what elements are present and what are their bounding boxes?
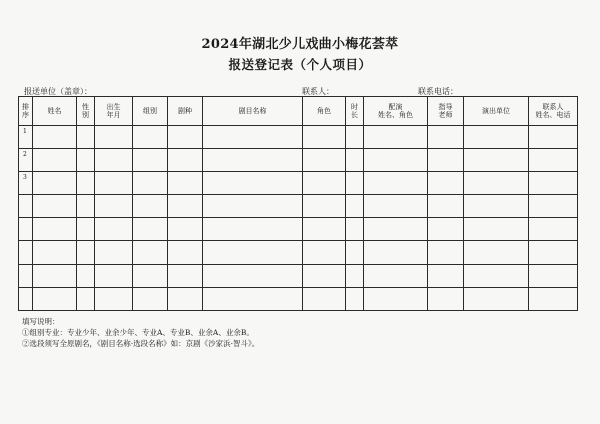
- table-cell[interactable]: [95, 264, 133, 287]
- column-header-text: 老师: [438, 111, 453, 119]
- table-cell[interactable]: [464, 241, 529, 264]
- table-cell[interactable]: [33, 241, 77, 264]
- table-cell[interactable]: [464, 126, 529, 149]
- table-cell[interactable]: [95, 218, 133, 241]
- table-row: [19, 287, 578, 310]
- table-cell[interactable]: [428, 149, 464, 172]
- column-header-text: 姓名、角色: [378, 111, 413, 119]
- contact-phone-label: 联系电话：: [418, 87, 458, 96]
- contact-person-label: 联系人：: [302, 87, 334, 96]
- table-cell[interactable]: [364, 287, 428, 310]
- table-cell[interactable]: [364, 218, 428, 241]
- column-header-text: 别: [82, 111, 89, 119]
- column-header-text: 指导: [438, 102, 453, 111]
- table-cell[interactable]: [203, 287, 303, 310]
- table-cell[interactable]: [133, 287, 168, 310]
- table-cell[interactable]: [364, 172, 428, 195]
- table-cell[interactable]: [203, 126, 303, 149]
- note-item-1: ①组别专业：专业少年、业余少年、专业A、专业B、业余A、业余B。: [22, 328, 254, 337]
- table-cell[interactable]: [33, 126, 77, 149]
- table-row: [19, 149, 578, 172]
- row-number-cell[interactable]: [19, 241, 33, 264]
- column-header-text: 联系人: [542, 102, 564, 111]
- table-cell[interactable]: [133, 195, 168, 218]
- table-row: [19, 195, 578, 218]
- table-cell[interactable]: [168, 218, 203, 241]
- column-header: [428, 97, 464, 126]
- table-cell[interactable]: [346, 126, 364, 149]
- column-header: [168, 97, 203, 126]
- table-cell[interactable]: [133, 149, 168, 172]
- table-cell[interactable]: [168, 264, 203, 287]
- column-header-text: 组别: [143, 106, 157, 115]
- table-cell[interactable]: [464, 172, 529, 195]
- table-cell[interactable]: [346, 149, 364, 172]
- table-row: [19, 241, 578, 264]
- table-cell[interactable]: [203, 172, 303, 195]
- table-cell[interactable]: [168, 149, 203, 172]
- table-cell[interactable]: [77, 264, 95, 287]
- column-header-text: 姓名: [47, 106, 62, 115]
- registration-table: [18, 96, 578, 311]
- table-cell[interactable]: [428, 287, 464, 310]
- table-row: [19, 126, 578, 149]
- column-header: [95, 97, 133, 126]
- table-cell[interactable]: [95, 149, 133, 172]
- table-cell[interactable]: [77, 126, 95, 149]
- table-cell[interactable]: [529, 172, 578, 195]
- table-cell[interactable]: [529, 287, 578, 310]
- table-cell[interactable]: [428, 126, 464, 149]
- table-cell[interactable]: [303, 172, 346, 195]
- table-cell[interactable]: [464, 218, 529, 241]
- row-number-cell[interactable]: [19, 218, 33, 241]
- table-cell[interactable]: [168, 172, 203, 195]
- table-cell[interactable]: [529, 126, 578, 149]
- table-cell[interactable]: [133, 241, 168, 264]
- table-row: [19, 172, 578, 195]
- column-header-text: 排: [22, 102, 29, 111]
- table-cell[interactable]: [529, 195, 578, 218]
- table-cell[interactable]: [95, 241, 133, 264]
- table-cell[interactable]: [203, 241, 303, 264]
- row-number-cell[interactable]: 3: [19, 172, 33, 195]
- table-cell[interactable]: [77, 149, 95, 172]
- column-header: [33, 97, 77, 126]
- table-cell[interactable]: [77, 241, 95, 264]
- row-number-cell[interactable]: 1: [19, 126, 33, 149]
- table-cell[interactable]: [33, 172, 77, 195]
- table-cell[interactable]: [428, 264, 464, 287]
- table-cell[interactable]: [33, 195, 77, 218]
- column-header: [133, 97, 168, 126]
- column-header: [346, 97, 364, 126]
- reporting-unit-label: 报送单位（盖章）：: [24, 87, 92, 96]
- table-cell[interactable]: [364, 241, 428, 264]
- table-cell[interactable]: [203, 264, 303, 287]
- table-cell[interactable]: [203, 195, 303, 218]
- table-cell[interactable]: [33, 287, 77, 310]
- table-cell[interactable]: [77, 218, 95, 241]
- table-cell[interactable]: [95, 126, 133, 149]
- table-cell[interactable]: [529, 149, 578, 172]
- table-cell[interactable]: [203, 149, 303, 172]
- table-cell[interactable]: [428, 195, 464, 218]
- table-cell[interactable]: [428, 218, 464, 241]
- table-cell[interactable]: [346, 172, 364, 195]
- table-cell[interactable]: [428, 172, 464, 195]
- table-cell[interactable]: [168, 241, 203, 264]
- table-cell[interactable]: [95, 195, 133, 218]
- table-row: [19, 264, 578, 287]
- table-cell[interactable]: [364, 195, 428, 218]
- table-cell[interactable]: [346, 264, 364, 287]
- column-header: [303, 97, 346, 126]
- table-cell[interactable]: [346, 218, 364, 241]
- table-cell[interactable]: [303, 195, 346, 218]
- column-header-text: 配演: [388, 102, 403, 111]
- table-cell[interactable]: [346, 241, 364, 264]
- column-header: [203, 97, 303, 126]
- table-cell[interactable]: [364, 149, 428, 172]
- table-cell[interactable]: [303, 218, 346, 241]
- form-subtitle: 报送登记表（个人项目）: [228, 57, 372, 72]
- column-header: [77, 97, 95, 126]
- table-cell[interactable]: [168, 126, 203, 149]
- table-cell[interactable]: [133, 172, 168, 195]
- table-cell[interactable]: [464, 149, 529, 172]
- table-cell[interactable]: [428, 241, 464, 264]
- column-header-text: 长: [351, 111, 358, 119]
- table-cell[interactable]: [303, 287, 346, 310]
- table-cell[interactable]: [464, 264, 529, 287]
- note-item-2: ②选段须写全原剧名，《剧目名称·选段名称》如：京剧《沙家浜·智斗》。: [22, 339, 260, 348]
- table-cell[interactable]: [95, 172, 133, 195]
- table-cell[interactable]: [529, 218, 578, 241]
- column-header-text: 剧目名称: [238, 106, 267, 115]
- table-cell[interactable]: [133, 126, 168, 149]
- column-header-text: 时: [351, 102, 358, 111]
- table-cell[interactable]: [77, 172, 95, 195]
- table-cell[interactable]: [133, 218, 168, 241]
- table-cell[interactable]: [33, 149, 77, 172]
- row-number-cell[interactable]: [19, 287, 33, 310]
- column-header: [19, 97, 33, 126]
- table-cell[interactable]: [346, 287, 364, 310]
- table-cell[interactable]: [529, 264, 578, 287]
- column-header: [364, 97, 428, 126]
- column-header-text: 姓名、电话: [535, 111, 571, 119]
- column-header-text: 年月: [106, 111, 121, 119]
- table-cell[interactable]: [303, 241, 346, 264]
- column-header-text: 出生: [106, 102, 121, 111]
- table-cell[interactable]: [77, 195, 95, 218]
- table-cell[interactable]: [303, 264, 346, 287]
- column-header: [464, 97, 529, 126]
- table-cell[interactable]: [33, 264, 77, 287]
- table-cell[interactable]: [364, 264, 428, 287]
- table-cell[interactable]: [303, 149, 346, 172]
- column-header-text: 性: [82, 102, 89, 111]
- table-cell[interactable]: [95, 287, 133, 310]
- table-cell[interactable]: [77, 287, 95, 310]
- table-cell[interactable]: [303, 126, 346, 149]
- table-cell[interactable]: [464, 287, 529, 310]
- table-cell[interactable]: [346, 195, 364, 218]
- row-number-cell[interactable]: 2: [19, 149, 33, 172]
- table-cell[interactable]: [364, 126, 428, 149]
- table-cell[interactable]: [168, 287, 203, 310]
- table-cell[interactable]: [33, 218, 77, 241]
- table-row: [19, 218, 578, 241]
- column-header-text: 角色: [317, 106, 331, 115]
- row-number-cell[interactable]: [19, 264, 33, 287]
- column-header-text: 序: [22, 111, 29, 119]
- form-title: 2024年湖北少儿戏曲小梅花荟萃: [201, 37, 399, 52]
- table-cell[interactable]: [203, 218, 303, 241]
- column-header: [529, 97, 578, 126]
- table-cell[interactable]: [168, 195, 203, 218]
- column-header-text: 剧种: [178, 106, 192, 115]
- table-cell[interactable]: [529, 241, 578, 264]
- column-header-text: 演出单位: [482, 106, 510, 115]
- row-number-cell[interactable]: [19, 195, 33, 218]
- notes-heading: 填写说明：: [22, 317, 60, 326]
- table-cell[interactable]: [133, 264, 168, 287]
- table-cell[interactable]: [464, 195, 529, 218]
- table-header-row: [19, 97, 578, 126]
